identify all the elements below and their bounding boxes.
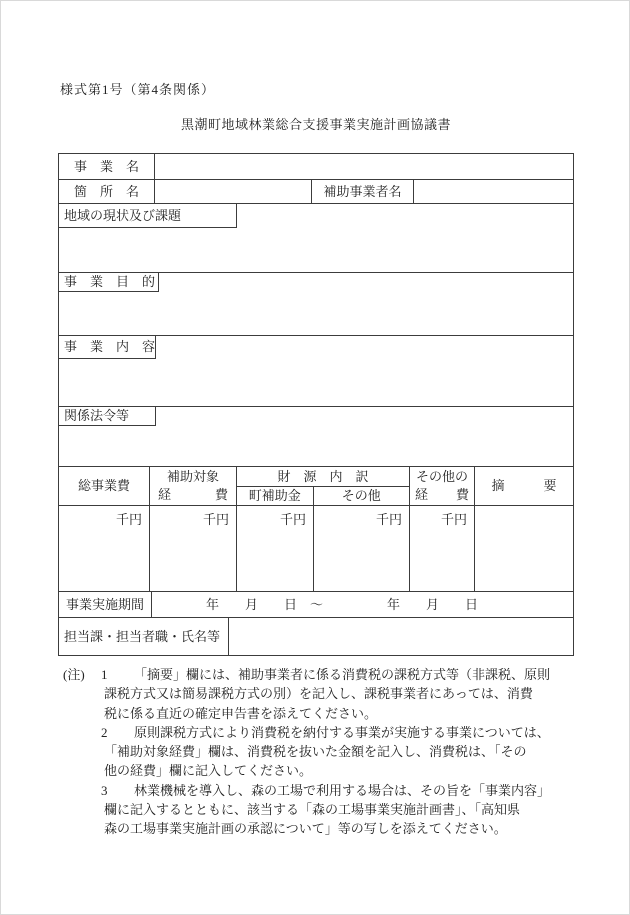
total-cost-header: 総事業費 — [59, 467, 150, 505]
location-value — [155, 180, 312, 203]
remarks-header: 摘 要 — [491, 478, 557, 493]
notes-block — [63, 665, 577, 839]
purpose-section — [59, 272, 573, 335]
note-line: 原則課税方式により消費税を納付する事業が実施する事業については、 — [134, 724, 550, 740]
period-row — [59, 591, 573, 617]
note-item-1 — [63, 665, 577, 723]
note-number: 2 — [101, 724, 108, 740]
period-value — [152, 592, 573, 617]
note-number: 1 — [101, 667, 108, 682]
location-label: 箇 所 名 — [59, 180, 155, 203]
period-label: 事業実施期間 — [59, 592, 152, 617]
content-label: 事 業 内 容 — [59, 336, 156, 359]
document-title: 黒潮町地域林業総合支援事業実施計画協議書 — [180, 117, 451, 132]
subsidy-target-header: 補助対象 経 費 — [150, 467, 237, 505]
note-item-2 — [63, 723, 577, 781]
funding-breakdown-label: 財 源 内 訳 — [237, 467, 409, 487]
purpose-label: 事 業 目 的 — [59, 273, 159, 292]
project-name-row — [59, 154, 573, 179]
note-line: 他の経費」欄に記入してください。 — [104, 763, 313, 779]
budget-header — [59, 467, 573, 506]
application-form-table — [58, 153, 574, 656]
subsidy-target-cell: 千円 — [150, 506, 237, 591]
note-line: 森の工場事業実施計画の承認について」等の写しを添えてください。 — [104, 821, 507, 837]
note-line: 林業機械を導入し、森の工場で利用する場合は、その旨を「事業内容」 — [134, 782, 551, 798]
form-number: 様式第1号（第4条関係） — [60, 82, 216, 97]
laws-section — [59, 406, 573, 466]
current-issues-label: 地域の現状及び課題 — [59, 204, 237, 228]
notes-heading: (注) — [63, 667, 85, 682]
staff-label: 担当課・担当者職・氏名等 — [59, 618, 229, 655]
note-line: 課税方式又は簡易課税方式の別）を記入し、課税事業者にあっては、消費 — [104, 686, 533, 702]
total-cost-cell: 千円 — [59, 506, 150, 591]
operator-label: 補助事業者名 — [312, 180, 414, 203]
project-name-label: 事 業 名 — [59, 154, 155, 179]
town-subsidy-cell: 千円 — [237, 506, 314, 591]
funding-breakdown-header — [237, 467, 410, 505]
project-name-value — [155, 154, 573, 179]
other-source-header: その他 — [341, 488, 381, 503]
period-start: 年 月 日 ～ — [206, 597, 324, 612]
note-line: 「補助対象経費」欄は、消費税を抜いた金額を記入し、消費税は、「その — [104, 744, 527, 760]
content-section — [59, 335, 573, 406]
note-line: 「摘要」欄には、補助事業者に係る消費税の課税方式等（非課税、原則 — [134, 667, 551, 682]
note-line: 税に係る直近の確定申告書を添えてください。 — [104, 705, 378, 721]
staff-row — [59, 617, 573, 655]
location-operator-row — [59, 179, 573, 203]
budget-table — [59, 466, 573, 591]
note-line: 欄に記入するとともに、該当する「森の工場事業実施計画書」、「高知県 — [104, 802, 521, 818]
current-issues-section — [59, 203, 573, 272]
other-expenses-header: その他の 経 費 — [410, 467, 475, 505]
note-item-3 — [63, 781, 577, 839]
remarks-cell — [475, 506, 573, 591]
budget-data-row — [59, 506, 573, 591]
other-expenses-cell: 千円 — [410, 506, 475, 591]
other-source-cell: 千円 — [314, 506, 410, 591]
town-subsidy-header: 町補助金 — [237, 487, 314, 505]
staff-value — [229, 618, 573, 655]
note-number: 3 — [101, 782, 108, 798]
operator-value — [414, 180, 573, 203]
period-end: 年 月 日 — [387, 597, 479, 612]
laws-label: 関係法令等 — [59, 407, 156, 426]
